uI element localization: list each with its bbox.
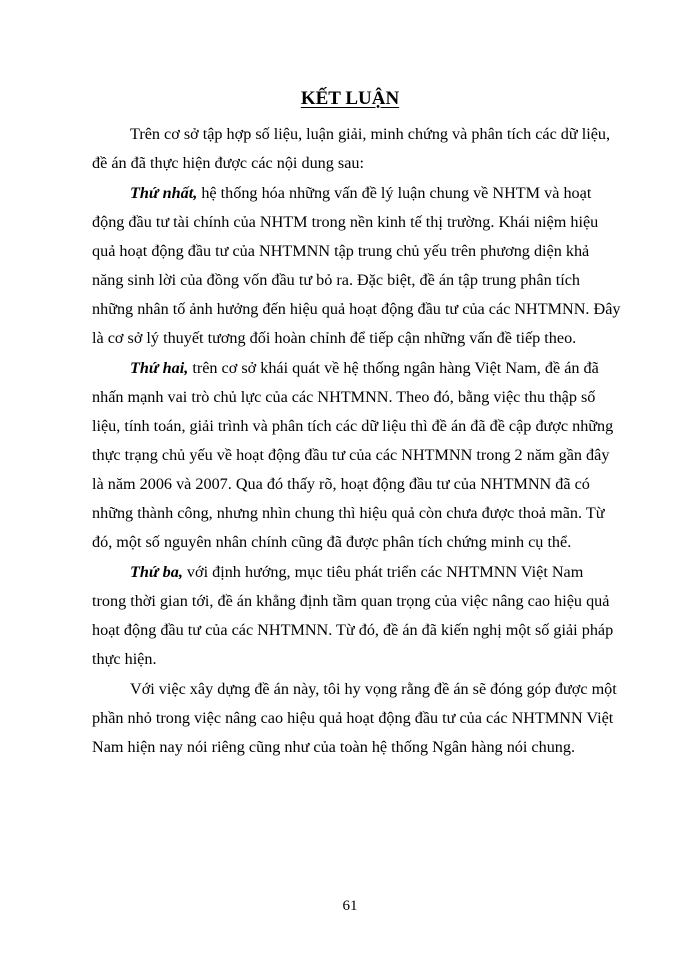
text-line <box>92 675 617 704</box>
line-text: phần nhỏ trong việc nâng cao hiệu quả hoạt động đầu tư của các NHTMNN Việt <box>92 709 614 727</box>
line-text: Với việc xây dựng đề án này, tôi hy vọng rằng đề án sẽ đóng góp được một <box>130 680 617 698</box>
text-line <box>92 237 590 266</box>
text-line <box>92 558 584 587</box>
text-line <box>92 179 592 208</box>
paragraph <box>92 120 611 178</box>
line-text: động đầu tư tài chính của NHTM trong nền kinh tế thị trường. Khái niệm hiệu <box>92 213 599 231</box>
line-text: trong thời gian tới, đề án khẳng định tầm quan trọng của việc nâng cao hiệu quả <box>92 592 610 610</box>
line-text: liệu, tính toán, giải trình và phân tích các dữ liệu thì đề án đã đề cập được những <box>92 417 614 435</box>
line-text: năng sinh lời của đồng vốn đầu tư bỏ ra. Đặc biệt, đề án tập trung phân tích <box>92 271 580 289</box>
text-line <box>92 354 599 383</box>
text-line <box>92 120 611 149</box>
paragraph <box>92 354 614 557</box>
paragraph-lead: Thứ ba, <box>130 563 183 581</box>
paragraph-lead: Thứ nhất, <box>130 184 198 202</box>
text-line <box>92 704 614 733</box>
line-text: đề án đã thực hiện được các nội dung sau: <box>92 154 364 172</box>
page-title: KẾT LUẬN <box>300 88 400 109</box>
line-text: thực trạng chủ yếu về hoạt động đầu tư của các NHTMNN trong 2 năm gần đây <box>92 446 610 464</box>
text-line <box>92 616 614 645</box>
line-text: Trên cơ sở tập hợp số liệu, luận giải, minh chứng và phân tích các dữ liệu, <box>130 125 611 143</box>
text-line <box>92 528 572 557</box>
text-line <box>92 587 610 616</box>
line-text: Nam hiện nay nói riêng cũng như của toàn hệ thống Ngân hàng nói chung. <box>92 738 576 756</box>
line-text: quả hoạt động đầu tư của NHTMNN tập trung chủ yếu trên phương diện khả <box>92 242 590 260</box>
document-body <box>92 120 621 763</box>
paragraph <box>92 558 614 674</box>
text-line <box>92 295 621 324</box>
line-text: những thành công, nhưng nhìn chung thì hiệu quả còn chưa được thoả mãn. Từ <box>92 504 605 522</box>
text-line <box>92 208 599 237</box>
text-line <box>92 733 576 762</box>
text-line <box>92 499 605 528</box>
line-text: hệ thống hóa những vấn đề lý luận chung về NHTM và hoạt <box>201 184 592 202</box>
paragraph-lead: Thứ hai, <box>130 359 189 377</box>
line-text: với định hướng, mục tiêu phát triển các NHTMNN Việt Nam <box>186 563 584 581</box>
text-line <box>92 149 567 178</box>
line-text: là năm 2006 và 2007. Qua đó thấy rõ, hoạt động đầu tư của NHTMNN đã có <box>92 475 590 493</box>
text-line <box>92 324 577 353</box>
text-line <box>92 412 614 441</box>
line-text: là cơ sở lý thuyết tương đối hoàn chỉnh để tiếp cận những vấn đề tiếp theo. <box>92 329 577 347</box>
line-text: đó, một số nguyên nhân chính cũng đã được phân tích chứng minh cụ thể. <box>92 533 572 551</box>
text-line <box>92 441 610 470</box>
text-line <box>92 645 567 674</box>
line-text: hoạt động đầu tư của các NHTMNN. Từ đó, đề án đã kiến nghị một số giải pháp <box>92 621 614 639</box>
text-line <box>92 470 590 499</box>
line-text: trên cơ sở khái quát về hệ thống ngân hàng Việt Nam, đề án đã <box>192 359 599 377</box>
line-text: thực hiện. <box>92 650 157 668</box>
line-text: nhấn mạnh vai trò chủ lực của các NHTMNN. Theo đó, bằng việc thu thập số <box>92 388 596 406</box>
text-line <box>92 266 580 295</box>
line-text: những nhân tố ảnh hưởng đến hiệu quả hoạt động đầu tư của các NHTMNN. Đây <box>92 300 621 318</box>
paragraph <box>92 675 617 762</box>
text-line <box>92 383 596 412</box>
paragraph <box>92 179 621 353</box>
page-number: 61 <box>342 898 358 914</box>
